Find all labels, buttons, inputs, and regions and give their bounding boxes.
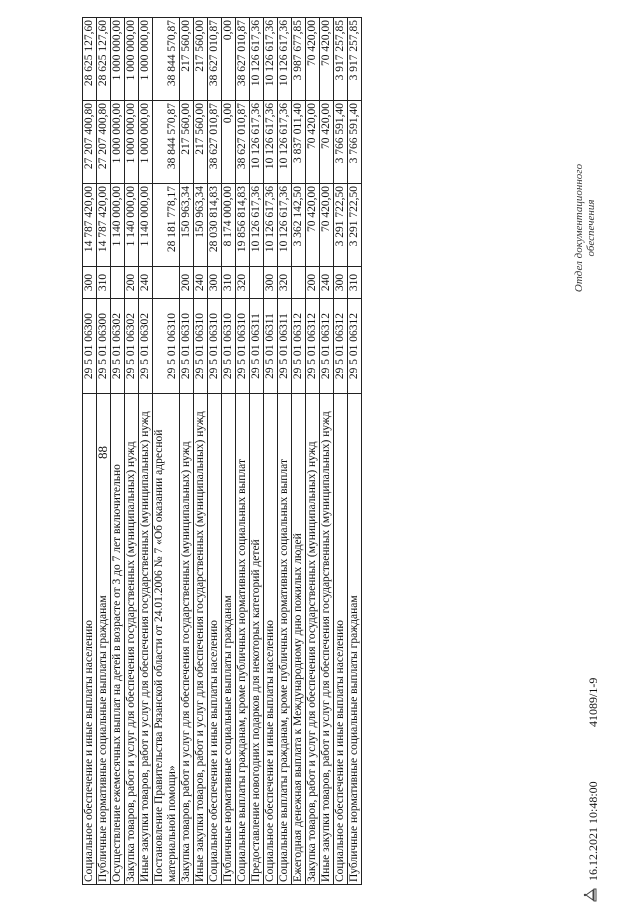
row-amount-3-cell: 10 126 617,36 <box>278 18 292 101</box>
row-amount-2-cell: 3 766 591,40 <box>348 101 362 184</box>
row-expense-type-cell <box>250 267 264 299</box>
table-row <box>222 18 236 885</box>
row-code-cell: 29 5 01 06311 <box>264 299 278 394</box>
row-amount-2-cell: 217 560,00 <box>194 101 208 184</box>
row-code-cell: 29 5 01 06310 <box>222 299 236 394</box>
row-expense-type-cell <box>292 267 306 299</box>
row-amount-1-cell: 10 126 617,36 <box>250 184 264 267</box>
row-code-cell: 29 5 01 06300 <box>83 299 97 394</box>
row-amount-2-cell: 1 000 000,00 <box>125 101 139 184</box>
row-name-cell: Иные закупки товаров, работ и услуг для обеспечения государственных (муниципальных) нужд <box>139 394 153 885</box>
row-amount-2-cell: 3 766 591,40 <box>334 101 348 184</box>
row-amount-3-cell: 1 000 000,00 <box>125 18 139 101</box>
row-amount-1-cell: 1 140 000,00 <box>125 184 139 267</box>
row-amount-2-cell: 27 207 400,80 <box>83 101 97 184</box>
row-amount-1-cell: 70 420,00 <box>306 184 320 267</box>
table-row <box>236 18 250 885</box>
row-code-cell: 29 5 01 06312 <box>320 299 334 394</box>
row-expense-type-cell: 320 <box>236 267 250 299</box>
row-amount-3-cell: 38 844 570,87 <box>153 18 180 101</box>
row-name-cell: Иные закупки товаров, работ и услуг для обеспечения государственных (муниципальных) нужд <box>194 394 208 885</box>
row-amount-3-cell: 3 917 257,85 <box>334 18 348 101</box>
row-name-cell: Закупка товаров, работ и услуг для обеспечения государственных (муниципальных) нужд <box>306 394 320 885</box>
row-amount-1-cell: 10 126 617,36 <box>264 184 278 267</box>
table-row <box>83 18 97 885</box>
row-amount-2-cell: 10 126 617,36 <box>278 101 292 184</box>
row-amount-3-cell: 28 625 127,60 <box>83 18 97 101</box>
row-amount-1-cell: 14 787 420,00 <box>83 184 97 267</box>
row-expense-type-cell: 300 <box>208 267 222 299</box>
table-row <box>278 18 292 885</box>
row-name-cell: Постановление Правительства Рязанской области от 24.01.2006 № 7 «Об оказании адресной материальной помощи» <box>153 394 180 885</box>
row-expense-type-cell: 310 <box>348 267 362 299</box>
row-amount-3-cell: 3 987 677,85 <box>292 18 306 101</box>
department-stamp <box>573 163 597 293</box>
row-expense-type-cell: 240 <box>320 267 334 299</box>
table-row <box>320 18 334 885</box>
row-amount-2-cell: 38 627 010,87 <box>236 101 250 184</box>
table-row <box>292 18 306 885</box>
row-amount-1-cell: 28 030 814,83 <box>208 184 222 267</box>
row-name-cell: Публичные нормативные социальные выплаты гражданам <box>222 394 236 885</box>
row-amount-3-cell: 217 560,00 <box>194 18 208 101</box>
row-amount-3-cell: 28 625 127,60 <box>97 18 111 101</box>
row-code-cell: 29 5 01 06302 <box>111 299 125 394</box>
row-amount-3-cell: 38 627 010,87 <box>236 18 250 101</box>
row-amount-1-cell: 19 856 814,83 <box>236 184 250 267</box>
table-row <box>111 18 125 885</box>
row-amount-2-cell: 70 420,00 <box>320 101 334 184</box>
table-row <box>306 18 320 885</box>
row-name-cell: Закупка товаров, работ и услуг для обеспечения государственных (муниципальных) нужд <box>125 394 139 885</box>
row-amount-2-cell: 70 420,00 <box>306 101 320 184</box>
row-amount-1-cell: 1 140 000,00 <box>111 184 125 267</box>
page-number: 88 <box>95 446 110 459</box>
row-expense-type-cell: 300 <box>264 267 278 299</box>
row-amount-1-cell: 3 291 722,50 <box>334 184 348 267</box>
row-amount-3-cell: 10 126 617,36 <box>250 18 264 101</box>
row-amount-3-cell: 1 000 000,00 <box>139 18 153 101</box>
row-name-cell: Социальное обеспечение и иные выплаты населению <box>334 394 348 885</box>
table-row <box>334 18 348 885</box>
row-amount-2-cell: 217 560,00 <box>180 101 194 184</box>
row-expense-type-cell: 320 <box>278 267 292 299</box>
row-code-cell: 29 5 01 06310 <box>194 299 208 394</box>
budget-table <box>82 17 362 885</box>
row-code-cell: 29 5 01 06310 <box>153 299 180 394</box>
row-name-cell: Социальное обеспечение и иные выплаты населению <box>83 394 97 885</box>
row-name-cell: Публичные нормативные социальные выплаты гражданам <box>97 394 111 885</box>
row-name-cell: Ежегодная денежная выплата к Международному дню пожилых людей <box>292 394 306 885</box>
row-amount-1-cell: 10 126 617,36 <box>278 184 292 267</box>
row-amount-3-cell: 1 000 000,00 <box>111 18 125 101</box>
row-amount-1-cell: 3 362 142,50 <box>292 184 306 267</box>
table-row <box>208 18 222 885</box>
row-amount-3-cell: 70 420,00 <box>320 18 334 101</box>
row-code-cell: 29 5 01 06311 <box>250 299 264 394</box>
row-expense-type-cell <box>111 267 125 299</box>
row-amount-1-cell: 150 963,34 <box>180 184 194 267</box>
table-row <box>194 18 208 885</box>
row-amount-2-cell: 38 844 570,87 <box>153 101 180 184</box>
row-expense-type-cell: 310 <box>222 267 236 299</box>
row-amount-1-cell: 1 140 000,00 <box>139 184 153 267</box>
row-amount-1-cell: 3 291 722,50 <box>348 184 362 267</box>
row-name-cell: Закупка товаров, работ и услуг для обеспечения государственных (муниципальных) нужд <box>180 394 194 885</box>
table-row <box>264 18 278 885</box>
row-name-cell: Иные закупки товаров, работ и услуг для обеспечения государственных (муниципальных) нужд <box>320 394 334 885</box>
table-row <box>180 18 194 885</box>
row-code-cell: 29 5 01 06312 <box>348 299 362 394</box>
row-amount-1-cell: 8 174 000,00 <box>222 184 236 267</box>
budget-table-body <box>83 18 362 885</box>
footer-timestamp: 16.12.2021 10:48:00 <box>586 781 600 881</box>
row-code-cell: 29 5 01 06302 <box>139 299 153 394</box>
row-amount-3-cell: 38 627 010,87 <box>208 18 222 101</box>
row-amount-2-cell: 27 207 400,80 <box>97 101 111 184</box>
row-code-cell: 29 5 01 06300 <box>97 299 111 394</box>
table-row <box>348 18 362 885</box>
row-expense-type-cell: 200 <box>306 267 320 299</box>
row-expense-type-cell: 310 <box>97 267 111 299</box>
row-code-cell: 29 5 01 06312 <box>292 299 306 394</box>
row-expense-type-cell <box>153 267 180 299</box>
row-amount-2-cell: 10 126 617,36 <box>264 101 278 184</box>
row-amount-2-cell: 1 000 000,00 <box>139 101 153 184</box>
stamp-line-1: Отдел документационного <box>573 163 585 293</box>
footer-doc-code: 41089/1-9 <box>586 677 600 727</box>
stamp-line-2: обеспечения <box>585 199 597 257</box>
table-row <box>139 18 153 885</box>
row-amount-2-cell: 1 000 000,00 <box>111 101 125 184</box>
row-amount-3-cell: 3 917 257,85 <box>348 18 362 101</box>
row-amount-3-cell: 217 560,00 <box>180 18 194 101</box>
row-code-cell: 29 5 01 06311 <box>278 299 292 394</box>
row-amount-2-cell: 3 837 011,40 <box>292 101 306 184</box>
document-logo-icon <box>582 887 598 903</box>
row-name-cell: Осуществление ежемесячных выплат на детей в возрасте от 3 до 7 лет включительно <box>111 394 125 885</box>
table-row <box>97 18 111 885</box>
row-code-cell: 29 5 01 06312 <box>306 299 320 394</box>
row-expense-type-cell: 200 <box>125 267 139 299</box>
row-amount-3-cell: 70 420,00 <box>306 18 320 101</box>
row-expense-type-cell: 300 <box>334 267 348 299</box>
row-amount-1-cell: 70 420,00 <box>320 184 334 267</box>
row-name-cell: Социальное обеспечение и иные выплаты населению <box>264 394 278 885</box>
row-code-cell: 29 5 01 06310 <box>208 299 222 394</box>
row-amount-2-cell: 10 126 617,36 <box>250 101 264 184</box>
row-amount-1-cell: 14 787 420,00 <box>97 184 111 267</box>
table-row <box>250 18 264 885</box>
table-row <box>125 18 139 885</box>
row-amount-3-cell: 10 126 617,36 <box>264 18 278 101</box>
row-amount-2-cell: 38 627 010,87 <box>208 101 222 184</box>
row-name-cell: Социальные выплаты гражданам, кроме публичных нормативных социальных выплат <box>278 394 292 885</box>
row-code-cell: 29 5 01 06302 <box>125 299 139 394</box>
row-code-cell: 29 5 01 06310 <box>236 299 250 394</box>
row-amount-2-cell: 0,00 <box>222 101 236 184</box>
row-amount-3-cell: 0,00 <box>222 18 236 101</box>
row-name-cell: Предоставление новогодних подарков для некоторых категорий детей <box>250 394 264 885</box>
row-name-cell: Социальное обеспечение и иные выплаты населению <box>208 394 222 885</box>
row-expense-type-cell: 240 <box>139 267 153 299</box>
row-amount-1-cell: 28 181 778,17 <box>153 184 180 267</box>
row-name-cell: Публичные нормативные социальные выплаты гражданам <box>348 394 362 885</box>
table-row <box>153 18 180 885</box>
row-amount-1-cell: 150 963,34 <box>194 184 208 267</box>
row-name-cell: Социальные выплаты гражданам, кроме публичных нормативных социальных выплат <box>236 394 250 885</box>
row-expense-type-cell: 240 <box>194 267 208 299</box>
row-expense-type-cell: 300 <box>83 267 97 299</box>
row-code-cell: 29 5 01 06312 <box>334 299 348 394</box>
row-code-cell: 29 5 01 06310 <box>180 299 194 394</box>
row-expense-type-cell: 200 <box>180 267 194 299</box>
